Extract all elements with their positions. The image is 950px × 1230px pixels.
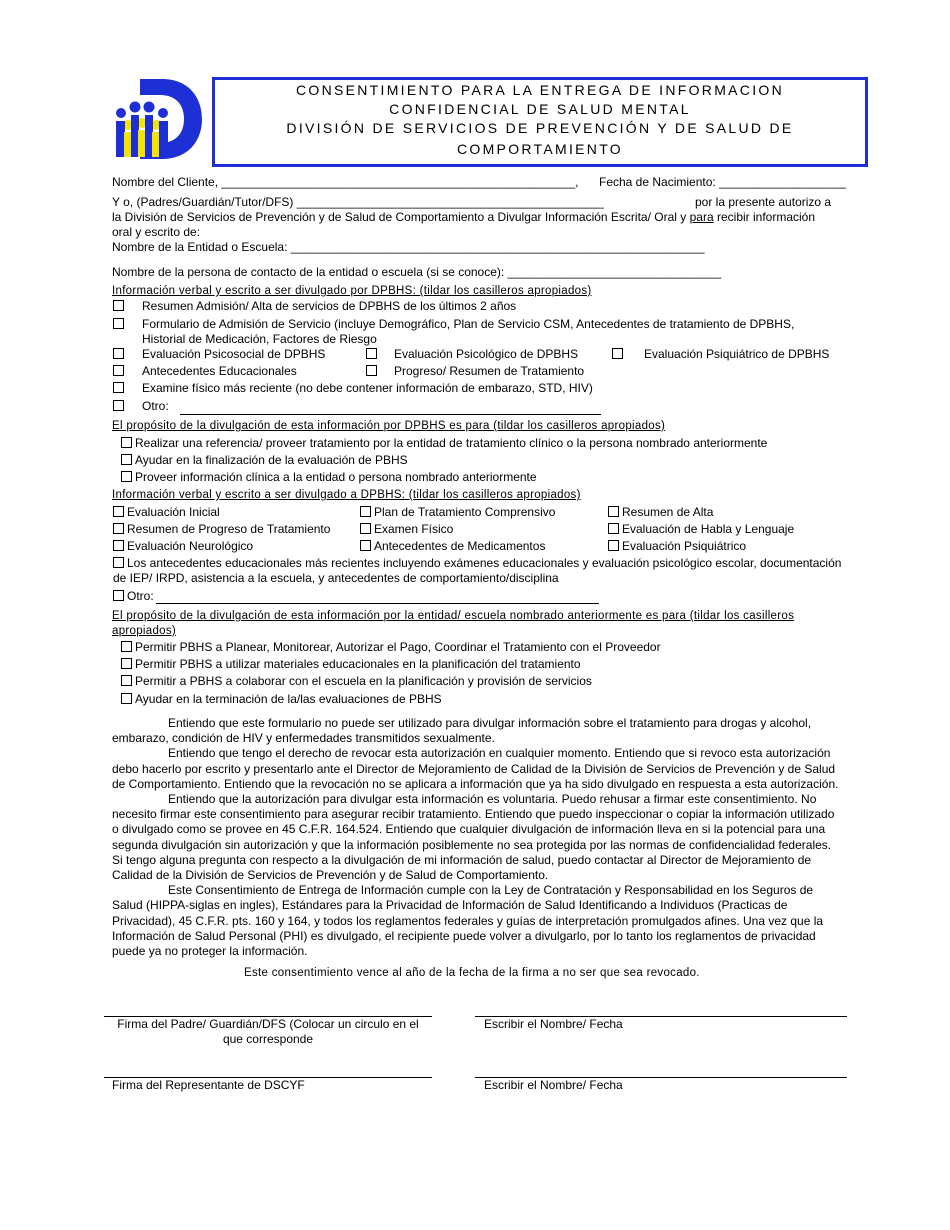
section4-item-label: Permitir a PBHS a colaborar con el escuela en la planificación y provisión de servicios — [135, 674, 592, 688]
checkbox-row — [113, 522, 330, 537]
checkbox-row — [121, 453, 408, 468]
authorization-text: la División de Servicios de Prevención y de Salud de Comportamiento a Divulgar Información Escrita/ Oral y — [112, 210, 687, 224]
checkbox-row — [113, 539, 253, 554]
section4-heading-cont: apropiados) — [112, 625, 177, 637]
authorization-line-1b: por la presente autorizo a — [695, 195, 832, 209]
checkbox[interactable] — [113, 348, 124, 359]
dob-row — [599, 175, 846, 190]
section2-item-label: Realizar una referencia/ proveer tratamiento por la entidad de tratamiento clínico o la persona nombrado anteriormente — [135, 436, 768, 450]
checkbox-row — [121, 470, 537, 485]
checkbox[interactable] — [113, 400, 124, 411]
section1-heading: Información verbal y escrito a ser divulgado por DPBHS: (tildar los casilleros apropiados) — [112, 285, 592, 297]
section3-item-label: Resumen de Alta — [622, 505, 714, 519]
section3-heading: Información verbal y escrito a ser divulgado a DPBHS: (tildar los casilleros apropiados) — [112, 489, 581, 501]
checkbox[interactable] — [113, 318, 124, 329]
checkbox[interactable] — [113, 590, 124, 601]
section1-item-label: Evaluación Psicológico de DPBHS — [394, 347, 579, 361]
section1-item-label: Resumen Admisión/ Alta de servicios de DPBHS de los últimos 2 años — [142, 299, 517, 313]
section3-other-label: Otro: — [127, 589, 154, 603]
section1-item-label: Examine físico más reciente (no debe contener información de embarazo, STD, HIV) — [142, 381, 593, 395]
section3-item-label-cont: de IEP/ IRPD, asistencia a la escuela, y antecedentes de comportamiento/disciplina — [113, 571, 559, 585]
client-name-field[interactable]: _____________________________________________________, — [221, 175, 579, 189]
contact-label: Nombre de la persona de contacto de la entidad o escuela (si se conoce): — [112, 265, 505, 279]
entity-field[interactable]: ______________________________________________________________ — [290, 240, 705, 254]
guardian-field[interactable]: ______________________________________________ — [296, 195, 604, 209]
section3-item-label: Plan de Tratamiento Comprensivo — [374, 505, 556, 519]
checkbox[interactable] — [113, 540, 124, 551]
agency-logo — [112, 77, 204, 161]
checkbox-row — [360, 522, 453, 537]
checkbox[interactable] — [608, 540, 619, 551]
section3-item-label: Antecedentes de Medicamentos — [374, 539, 546, 553]
checkbox-row — [113, 399, 127, 414]
consent-paragraphs — [112, 716, 842, 959]
checkbox-row — [366, 364, 380, 379]
title-line: COMPORTAMIENTO — [457, 141, 623, 157]
section2-item-label: Proveer información clínica a la entidad o persona nombrado anteriormente — [135, 470, 537, 484]
checkbox[interactable] — [113, 300, 124, 311]
checkbox[interactable] — [121, 693, 132, 704]
title-line: CONFIDENCIAL DE SALUD MENTAL — [389, 101, 691, 117]
checkbox[interactable] — [113, 557, 124, 568]
checkbox-row — [360, 505, 555, 520]
section3-item-label: Examen Físico — [374, 522, 454, 536]
section1-item-label: Historial de Medicación, Factores de Riesgo — [142, 332, 377, 346]
section2-heading: El propósito de la divulgación de esta información por DPBHS es para (tildar los casilleros apropiados) — [112, 420, 666, 432]
checkbox-row — [360, 539, 545, 554]
checkbox[interactable] — [608, 523, 619, 534]
checkbox-row — [121, 674, 592, 689]
checkbox-row — [113, 317, 127, 332]
checkbox-row — [113, 556, 841, 571]
checkbox[interactable] — [121, 437, 132, 448]
authorization-line-1 — [112, 195, 604, 210]
authorization-line-2 — [112, 210, 815, 225]
checkbox-row — [121, 692, 442, 707]
para-underlined: para — [689, 210, 714, 224]
name-date-label-1: Escribir el Nombre/ Fecha — [484, 1017, 623, 1031]
checkbox[interactable] — [608, 506, 619, 517]
checkbox[interactable] — [121, 454, 132, 465]
section1-other-label: Otro: — [142, 399, 169, 413]
client-row — [112, 175, 578, 190]
checkbox[interactable] — [121, 675, 132, 686]
checkbox[interactable] — [113, 506, 124, 517]
guardian-label: Y o, (Padres/Guardián/Tutor/DFS) — [112, 195, 294, 209]
other-field-line[interactable] — [180, 414, 601, 415]
client-name-label: Nombre del Cliente, — [112, 175, 219, 189]
section3-item-label: Los antecedentes educacionales más recientes incluyendo exámenes educacionales y evaluación psicológico escolar, documentación — [127, 556, 842, 570]
checkbox[interactable] — [121, 658, 132, 669]
authorization-line-3: oral y escrito de: — [112, 225, 201, 239]
section4-item-label: Permitir PBHS a utilizar materiales educacionales en la planificación del tratamiento — [135, 657, 581, 671]
contact-field[interactable]: ________________________________ — [507, 265, 722, 279]
checkbox[interactable] — [113, 523, 124, 534]
entity-label: Nombre de la Entidad o Escuela: — [112, 240, 288, 254]
section4-item-label: Permitir PBHS a Planear, Monitorear, Autorizar el Pago, Coordinar el Tratamiento con el Proveedor — [135, 640, 661, 654]
title-line: CONSENTIMIENTO PARA LA ENTREGA DE INFORMACION — [295, 82, 785, 98]
parent-signature-label: Firma del Padre/ Guardián/DFS (Colocar un circulo en el — [117, 1017, 419, 1031]
section3-item-label: Evaluación Psiquiátrico — [622, 539, 747, 553]
checkbox[interactable] — [113, 365, 124, 376]
checkbox-row — [113, 364, 127, 379]
checkbox-row — [121, 657, 581, 672]
name-date-label-2: Escribir el Nombre/ Fecha — [484, 1078, 623, 1092]
checkbox[interactable] — [366, 365, 377, 376]
checkbox-row — [608, 539, 746, 554]
section3-item-label: Evaluación Inicial — [127, 505, 220, 519]
section3-item-label: Evaluación Neurológico — [127, 539, 254, 553]
section4-heading: El propósito de la divulgación de esta información por la entidad/ escuela nombrado anteriormente es para (tildar los casilleros — [112, 610, 795, 622]
title-line: DIVISIÓN DE SERVICIOS DE PREVENCIÓN Y DE SALUD DE — [286, 120, 794, 136]
paragraph: Entiendo que la autorización para divulgar esta información es voluntaria. Puedo rehusar a firmar este consentimiento. No necesito firmar este consentimiento para asegurar recibir tratamiento. Entiendo que puedo inspeccionar o copiar la información utilizado o divulgado como se provee en 45 C.F.R. 164.524. Entiendo que cualquier divulgación de información lleva en si la potencial para una segunda divulgación sin autorización y que la información posiblemente no sea protegida por las normas de confidencialidad federales. Si tengo alguna pregunta con respecto a la divulgación de mi información de salud, puedo contactar al Director de Mejoramiento de Calidad de la División de Servicios de Prevención y de Salud de Comportamiento. — [112, 792, 835, 883]
checkbox-row — [366, 347, 380, 362]
title-box — [212, 77, 868, 167]
checkbox[interactable] — [360, 523, 371, 534]
paragraph: Este Consentimiento de Entrega de Información cumple con la Ley de Contratación y Responsabilidad en los Seguros de Salud (HIPPA-siglas en ingles), Estándares para la Privacidad de Información de Salud Identificando a Individuos (Practicas de Privacidad), 45 C.F.R. pts. 160 y 164, y todos los reglamentos federales y guías de interpretación promulgados afines. Una vez que la Información de Salud Personal (PHI) es divulgado, el recipiente puede volver a divulgarlo, por lo tanto los reglamentos de privacidad puede ya no proteger la información. — [112, 883, 824, 959]
section1-item-label: Antecedentes Educacionales — [142, 364, 297, 378]
checkbox-row — [612, 347, 626, 362]
checkbox[interactable] — [121, 641, 132, 652]
section3-item-label: Resumen de Progreso de Tratamiento — [127, 522, 331, 536]
section1-item-label: Progreso/ Resumen de Tratamiento — [394, 364, 585, 378]
checkbox[interactable] — [113, 382, 124, 393]
checkbox-row — [608, 505, 713, 520]
entity-row — [112, 240, 705, 255]
section1-item-label: Formulario de Admisión de Servicio (incluye Demográfico, Plan de Servicio CSM, Antecedentes de tratamiento de DPBHS, — [142, 317, 795, 331]
checkbox[interactable] — [121, 471, 132, 482]
checkbox-row — [608, 522, 794, 537]
dob-field[interactable]: ___________________ — [719, 175, 846, 189]
section4-item-label: Ayudar en la terminación de la/las evaluaciones de PBHS — [135, 692, 442, 706]
paragraph: Entiendo que este formulario no puede ser utilizado para divulgar información sobre el tratamiento para drogas y alcohol, embarazo, condición de HIV y enfermedades transmitidos sexualmente. — [112, 716, 812, 746]
checkbox-row — [121, 436, 767, 451]
contact-row — [112, 265, 721, 280]
checkbox-row — [113, 381, 127, 396]
checkbox[interactable] — [360, 506, 371, 517]
other-field-line[interactable] — [156, 603, 599, 604]
paragraph: Entiendo que tengo el derecho de revocar esta autorización en cualquier momento. Entiendo que si revoco esta autorización debo hacerlo por escrito y presentarlo ante el Director de Mejoramiento de Calidad de la División de Servicios de Prevención y de Salud de Comportamiento. Entiendo que la revocación no se aplicara a información que ya ha sido divulgado en respuesta a esta autorización. — [112, 746, 839, 791]
checkbox[interactable] — [366, 348, 377, 359]
checkbox-row — [113, 347, 127, 362]
checkbox-row — [113, 299, 127, 314]
dob-label: Fecha de Nacimiento: — [599, 175, 716, 189]
section2-item-label: Ayudar en la finalización de la evaluación de PBHS — [135, 453, 408, 467]
checkbox-row — [121, 640, 661, 655]
section1-item-label: Evaluación Psicosocial de DPBHS — [142, 347, 326, 361]
section3-item-label: Evaluación de Habla y Lenguaje — [622, 522, 795, 536]
section1-item-label: Evaluación Psiquiátrico de DPBHS — [644, 347, 830, 361]
rep-signature-label: Firma del Representante de DSCYF — [112, 1078, 305, 1092]
checkbox[interactable] — [612, 348, 623, 359]
checkbox[interactable] — [360, 540, 371, 551]
authorization-text-end: recibir información — [716, 210, 816, 224]
checkbox-row — [113, 505, 220, 520]
expiry-notice: Este consentimiento vence al año de la fecha de la firma a no ser que sea revocado. — [244, 967, 700, 979]
parent-signature-label-cont: que corresponde — [222, 1032, 314, 1046]
checkbox-row — [113, 589, 154, 604]
